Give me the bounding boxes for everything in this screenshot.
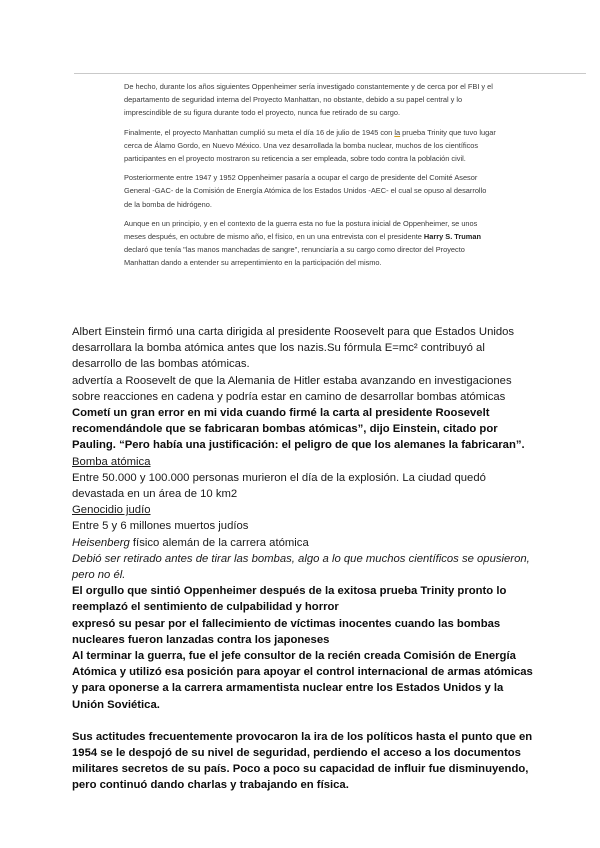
notes-body xyxy=(72,324,552,794)
excerpt-text: Finalmente, el proyecto Manhattan cumplió su meta el día 16 de julio de 1945 con xyxy=(124,127,395,137)
note-line: Entre 5 y 6 millones muertos judíos xyxy=(72,520,249,533)
excerpt-text: declaró que tenía "las manos manchadas de sangre", renunciaría a su cargo como director del Proyecto Manhattan dando a entender su arrepentimiento en la participación del mismo. xyxy=(124,245,465,268)
note-line: Albert Einstein firmó una carta dirigida al presidente Roosevelt para que Estados Unidos xyxy=(72,326,515,338)
note-line: sobre reacciones en cadena y podría estar en camino de desarrollar bombas atómicas xyxy=(72,390,506,403)
bold-line: El orgullo que sintió Oppenheimer después de la exitosa prueba Trinity pronto lo xyxy=(72,585,507,598)
section-heading-bomba-atomica: Bomba atómica xyxy=(72,455,151,468)
bold-line: militares secretos de su país. Poco a poco su capacidad de influir fue disminuyendo, xyxy=(72,763,529,776)
quote-line: Cometí un gran error en mi vida cuando firmé la carta al presidente Roosevelt xyxy=(72,407,490,420)
excerpt-text: Aunque en un principio, y en el contexto de la guerra esta no fue la postura inicial de Oppenheimer, se unos meses después, en octubre de mismo año, el físico, en un una entrevista con el presidente xyxy=(124,218,478,242)
note-line: desarrollara la bomba atómica antes que los nazis.Su fórmula E=mc² contribuyó al xyxy=(72,342,485,355)
italic-line: pero no él. xyxy=(72,569,126,582)
bold-line: Unión Soviética. xyxy=(72,698,160,711)
italic-name: Heisenberg xyxy=(72,536,130,549)
excerpt-paragraph xyxy=(124,217,496,270)
section-heading-genocidio-judio: Genocidio judío xyxy=(72,504,151,517)
note-line: desarrollo de las bombas atómicas. xyxy=(72,358,250,371)
note-line: Entre 50.000 y 100.000 personas murieron el día de la explosión. La ciudad quedó xyxy=(72,471,486,484)
excerpt-paragraph xyxy=(124,126,496,166)
bold-line: y para oponerse a la carrera armamentista nuclear entre los Estados Unidos y la xyxy=(72,682,504,695)
paragraph-gap xyxy=(72,713,552,729)
excerpt-paragraph xyxy=(124,171,496,211)
excerpt-text: prueba Trinity que tuvo lugar cerca de Álamo Gordo, en Nuevo México. Una vez desarrollada la bomba nuclear, muchos de los científicos participantes en el proyecto mostraron su reticencia a ser empleada, sobre todo contra la población civil. xyxy=(124,127,496,164)
bold-line: reemplazó el sentimiento de culpabilidad y horror xyxy=(72,601,339,614)
excerpt-highlight: la xyxy=(394,127,401,137)
excerpt-text: De hecho, durante los años siguientes Oppenheimer sería investigado constantemente y de cerca por el FBI y el departamento de seguridad interna del Proyecto Manhattan, no obstante, debido a su papel central y lo imprescindible de su figura durante todo el proyecto, nunca fue retirado de su cargo. xyxy=(124,82,493,118)
bold-line: pero continuó dando charlas y trabajando en física. xyxy=(72,779,349,792)
bold-line: expresó su pesar por el fallecimiento de víctimas inocentes cuando las bombas xyxy=(72,617,501,630)
bold-line: Atómica y utilizó esa posición para apoyar el control internacional de armas atómicas xyxy=(72,666,533,679)
quote-line: recomendándole que se fabricaran bombas atómicas”, dijo Einstein, citado por xyxy=(72,423,498,436)
note-line xyxy=(72,535,552,551)
note-line: devastada en un área de 10 km2 xyxy=(72,488,238,501)
note-line: advertía a Roosevelt de que la Alemania de Hitler estaba avanzando en investigaciones xyxy=(72,374,512,387)
excerpt-bold-name: Harry S. Truman xyxy=(423,232,481,242)
header-divider xyxy=(74,73,586,74)
bold-line: nucleares fueron lanzadas contra los japoneses xyxy=(72,633,330,646)
excerpt-text: Posteriormente entre 1947 y 1952 Oppenheimer pasaría a ocupar el cargo de presidente del Comité Asesor General -GAC- de la Comisión de Energía Atómica de los Estados Unidos -AEC- el cual se opuso al desarrollo de la bomba de hidrógeno. xyxy=(124,173,487,209)
bold-line: Sus actitudes frecuentemente provocaron la ira de los políticos hasta el punto que en xyxy=(72,730,533,743)
bold-line: Al terminar la guerra, fue el jefe consultor de la recién creada Comisión de Energía xyxy=(72,650,516,663)
bold-line: 1954 se le despojó de su nivel de seguridad, perdiendo el acceso a los documentos xyxy=(72,747,521,760)
note-text: físico alemán de la carrera atómica xyxy=(129,536,309,549)
quote-line: Pauling. “Pero había una justificación: el peligro de que los alemanes la fabricaran”. xyxy=(72,439,525,452)
excerpt-paragraph xyxy=(124,80,496,120)
italic-line: Debió ser retirado antes de tirar las bombas, algo a lo que muchos científicos se opusieron, xyxy=(72,552,530,565)
pasted-text-excerpt xyxy=(124,80,496,276)
